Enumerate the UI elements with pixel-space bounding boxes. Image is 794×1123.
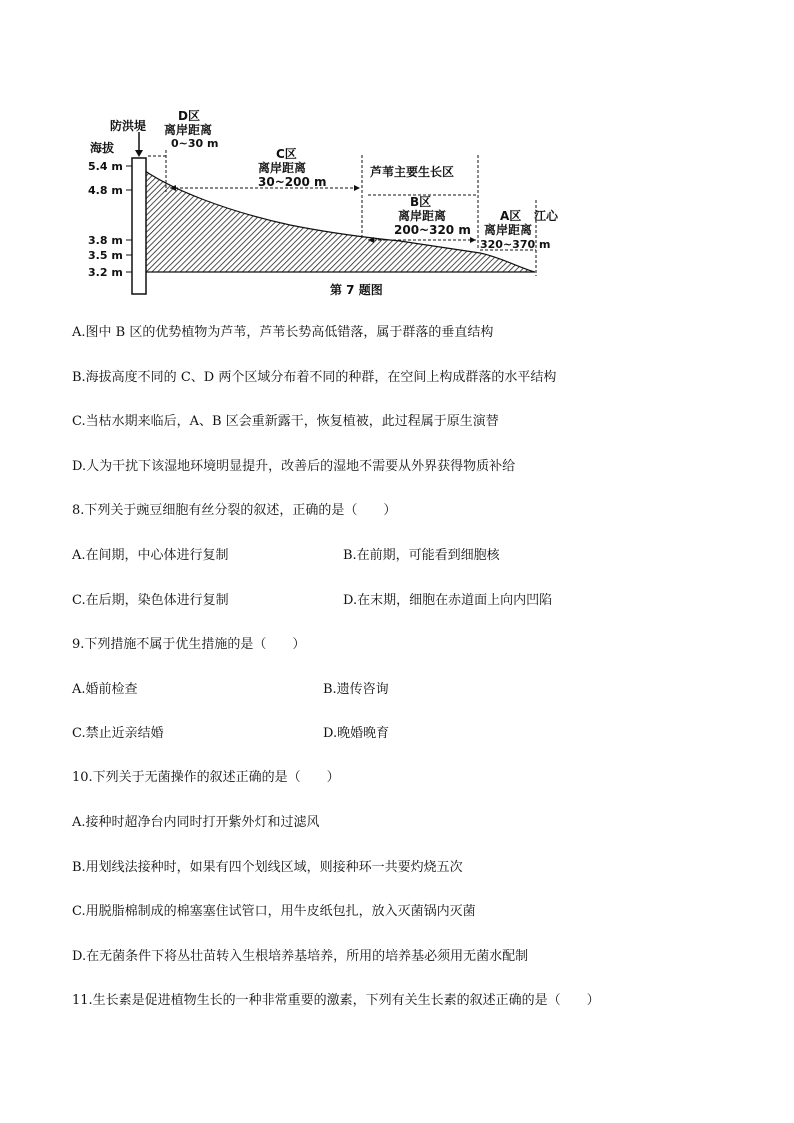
dike-arrowhead bbox=[135, 150, 143, 157]
dike bbox=[132, 158, 146, 294]
zone-c-title: C区 bbox=[276, 147, 297, 161]
q10-option-a: A.接种时超净台内同时打开紫外灯和过滤风 bbox=[72, 815, 320, 830]
q11-stem: 11.生长素是促进植物生长的一种非常重要的激素，下列有关生长素的叙述正确的是（ ） bbox=[72, 993, 600, 1008]
q9-option-c: C.禁止近亲结婚 bbox=[72, 726, 164, 741]
zone-b-line2: 200~320 m bbox=[394, 223, 471, 237]
zone-b-title: B区 bbox=[410, 195, 432, 209]
q9-option-b: B.遗传咨询 bbox=[323, 682, 389, 697]
q7-option-c: C.当枯水期来临后，A、B 区会重新露干，恢复植被，此过程属于原生演替 bbox=[72, 414, 499, 429]
zone-a-title: A区 bbox=[500, 209, 522, 223]
y-tick-4.8: 4.8 m bbox=[88, 184, 123, 197]
zone-d-line2: 0~30 m bbox=[171, 137, 219, 150]
river-center-label: 江心 bbox=[533, 209, 558, 223]
altitude-label: 海拔 bbox=[90, 141, 115, 155]
reed-label: 芦苇主要生长区 bbox=[370, 165, 455, 179]
q10-option-b: B.用划线法接种时，如果有四个划线区域，则接种环一共要灼烧五次 bbox=[72, 860, 463, 875]
q8-option-a: A.在间期，中心体进行复制 bbox=[72, 548, 229, 563]
q7-option-d: D.人为干扰下该湿地环境明显提升，改善后的湿地不需要从外界获得物质补给 bbox=[72, 459, 516, 474]
zone-c-line1: 离岸距离 bbox=[258, 161, 307, 175]
zone-c-line2: 30~200 m bbox=[258, 175, 327, 189]
y-tick-3.5: 3.5 m bbox=[88, 249, 123, 262]
figure-caption: 第 7 题图 bbox=[330, 283, 383, 297]
q8-option-b: B.在前期，可能看到细胞核 bbox=[343, 548, 500, 563]
q9-option-a: A.婚前检查 bbox=[72, 682, 138, 697]
q10-stem: 10.下列关于无菌操作的叙述正确的是（ ） bbox=[72, 770, 340, 785]
wetland-diagram bbox=[80, 100, 560, 300]
q9-option-d: D.晚婚晚育 bbox=[323, 726, 390, 741]
dike-label: 防洪堤 bbox=[110, 119, 147, 133]
terrain-profile bbox=[138, 166, 535, 272]
y-tick-5.4: 5.4 m bbox=[88, 160, 123, 173]
y-tick-3.2: 3.2 m bbox=[88, 266, 123, 279]
q8-option-c: C.在后期，染色体进行复制 bbox=[72, 593, 229, 608]
y-tick-3.8: 3.8 m bbox=[88, 234, 123, 247]
zone-a-line1: 离岸距离 bbox=[484, 223, 533, 237]
q7-option-b: B.海拔高度不同的 C、D 两个区域分布着不同的种群，在空间上构成群落的水平结构 bbox=[72, 370, 557, 385]
zone-a-line2: 320~370 m bbox=[480, 238, 551, 251]
q10-option-d: D.在无菌条件下将丛壮苗转入生根培养基培养，所用的培养基必须用无菌水配制 bbox=[72, 949, 529, 964]
q7-option-a: A.图中 B 区的优势植物为芦苇，芦苇长势高低错落，属于群落的垂直结构 bbox=[72, 325, 494, 340]
q8-option-d: D.在末期，细胞在赤道面上向内凹陷 bbox=[343, 593, 553, 608]
q9-stem: 9.下列措施不属于优生措施的是（ ） bbox=[72, 637, 306, 652]
zone-b-line1: 离岸距离 bbox=[398, 209, 447, 223]
zone-d-line1: 离岸距离 bbox=[164, 123, 213, 137]
zone-d-title: D区 bbox=[178, 109, 200, 123]
wetland-figure bbox=[80, 100, 560, 300]
q10-option-c: C.用脱脂棉制成的棉塞塞住试管口，用牛皮纸包扎，放入灭菌锅内灭菌 bbox=[72, 904, 476, 919]
q8-stem: 8.下列关于豌豆细胞有丝分裂的叙述，正确的是（ ） bbox=[72, 503, 397, 518]
